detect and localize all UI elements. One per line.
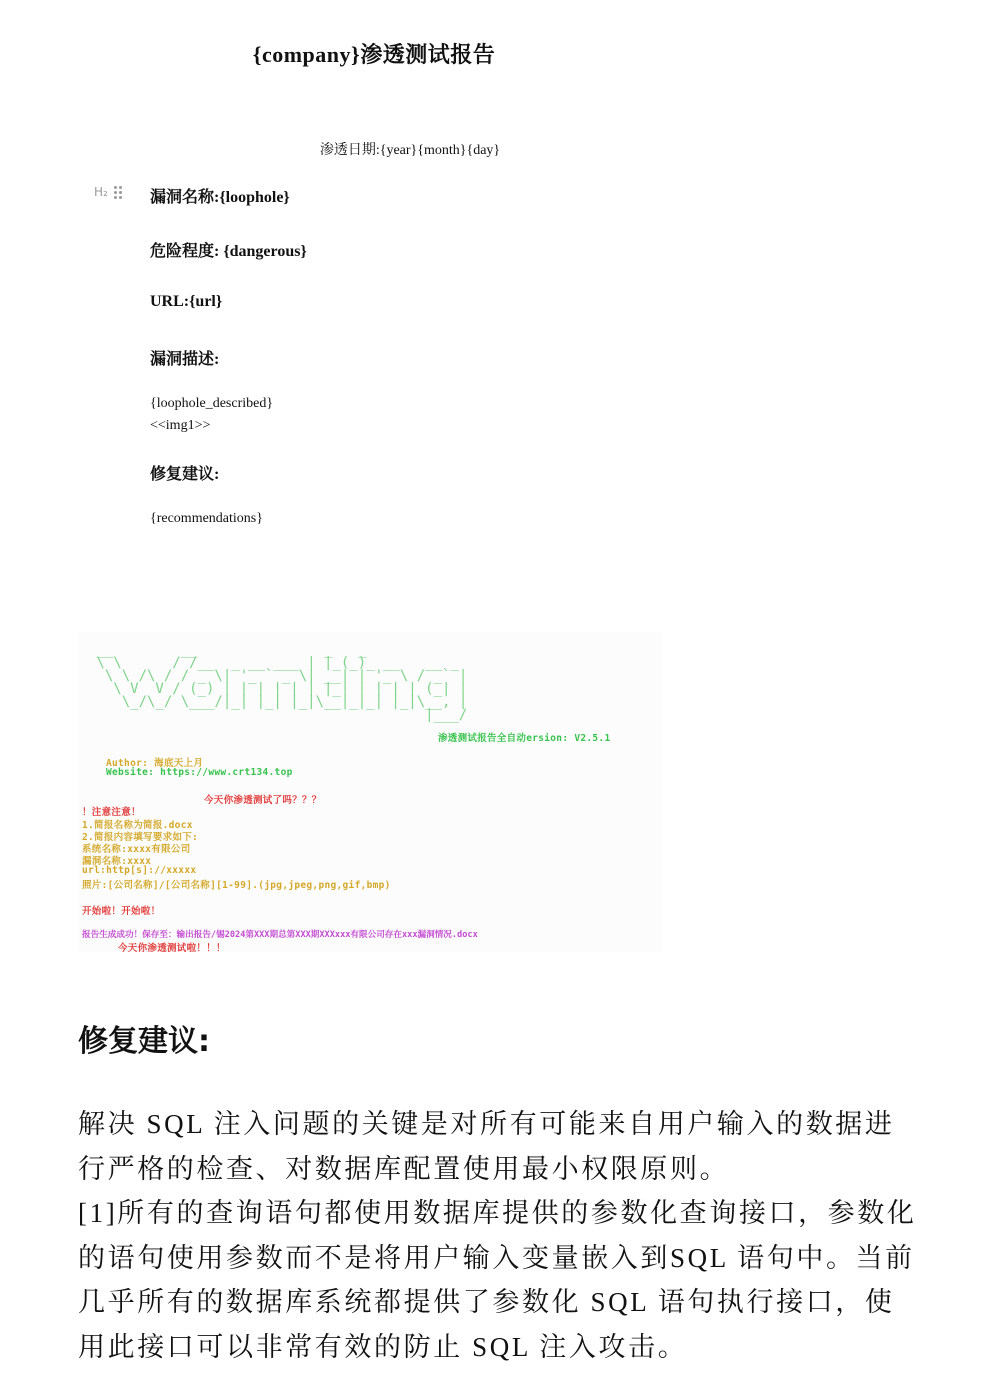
recommendation-heading: 修复建议: bbox=[150, 466, 220, 483]
description-heading: 漏洞描述: bbox=[150, 351, 220, 368]
note-line: 照片:[公司名称]/[公司名称][1-99].(jpg,jpeg,png,gif,bmp) bbox=[82, 880, 391, 891]
note-line: 系统名称:xxxx有限公司 bbox=[82, 844, 191, 855]
description-placeholder: {loophole_described} bbox=[150, 396, 274, 411]
website-line: Website: https://www.crt134.top bbox=[106, 767, 293, 778]
version-line: 渗透测试报告全自动ersion: V2.5.1 bbox=[438, 733, 611, 744]
recommendation-placeholder: {recommendations} bbox=[150, 511, 263, 526]
report-title: {company}渗透测试报告 bbox=[252, 42, 496, 67]
success-line: 报告生成成功！保存至：输出报告/锡2024第XXX期总第XXX期XXXxxx有限公司存在xxx漏洞情况.docx bbox=[82, 930, 478, 940]
heading-marker[interactable] bbox=[94, 185, 122, 199]
test-date: 渗透日期:{year}{month}{day} bbox=[319, 143, 501, 158]
note-line: 1.简报名称为简报.docx bbox=[82, 820, 193, 831]
question-line: 今天你渗透测试了吗？？？ bbox=[204, 795, 322, 806]
drag-handle-icon[interactable] bbox=[114, 186, 122, 199]
section-heading: 修复建议: bbox=[78, 1024, 210, 1059]
ascii-art-logo: __ __ _ _ \ \ / /__ _ __ ___ | |_(_)_ __ __ _ \ \ /\ / / _ \| '_ ` _ \| __| | '_ \ / _` | \ V V / (_) | | | | | | |_| | | | | (_| | \_/\_/ \___/|_| |_| |_|\__|_|_| |_|\__, | |___/ bbox=[96, 642, 468, 723]
note-line: 漏洞名称:xxxx bbox=[82, 856, 152, 867]
loophole-name-heading: 漏洞名称:{loophole} bbox=[150, 189, 290, 206]
end-line: 今天你渗透测试啦！！！ bbox=[118, 943, 226, 952]
note-line: url:http[s]://xxxxx bbox=[82, 865, 197, 876]
author-line: Author: 海底天上月 bbox=[106, 758, 204, 769]
paragraph: [1]所有的查询语句都使用数据库提供的参数化查询接口，参数化的语句使用参数而不是将用户输入变量嵌入到SQL 语句中。当前几乎所有的数据库系统都提供了参数化 SQL 语句执行接口，使用此接口可以非常有效的防止 SQL 注入攻击。 bbox=[78, 1198, 917, 1362]
start-line: 开始啦！开始啦！ bbox=[82, 906, 161, 917]
image-placeholder: <<img1>> bbox=[150, 418, 211, 433]
url-heading: URL:{url} bbox=[150, 293, 223, 310]
section-body bbox=[78, 1102, 924, 1369]
terminal-screenshot bbox=[78, 632, 662, 952]
heading-level-label: H₂ bbox=[94, 185, 108, 199]
paragraph: 解决 SQL 注入问题的关键是对所有可能来自用户输入的数据进行严格的检查、对数据库配置使用最小权限原则。 bbox=[78, 1109, 895, 1184]
notice-title: ！注意注意！ bbox=[82, 807, 141, 818]
note-line: 2.简报内容填写要求如下: bbox=[82, 832, 199, 843]
danger-level-heading: 危险程度: {dangerous} bbox=[150, 243, 307, 260]
